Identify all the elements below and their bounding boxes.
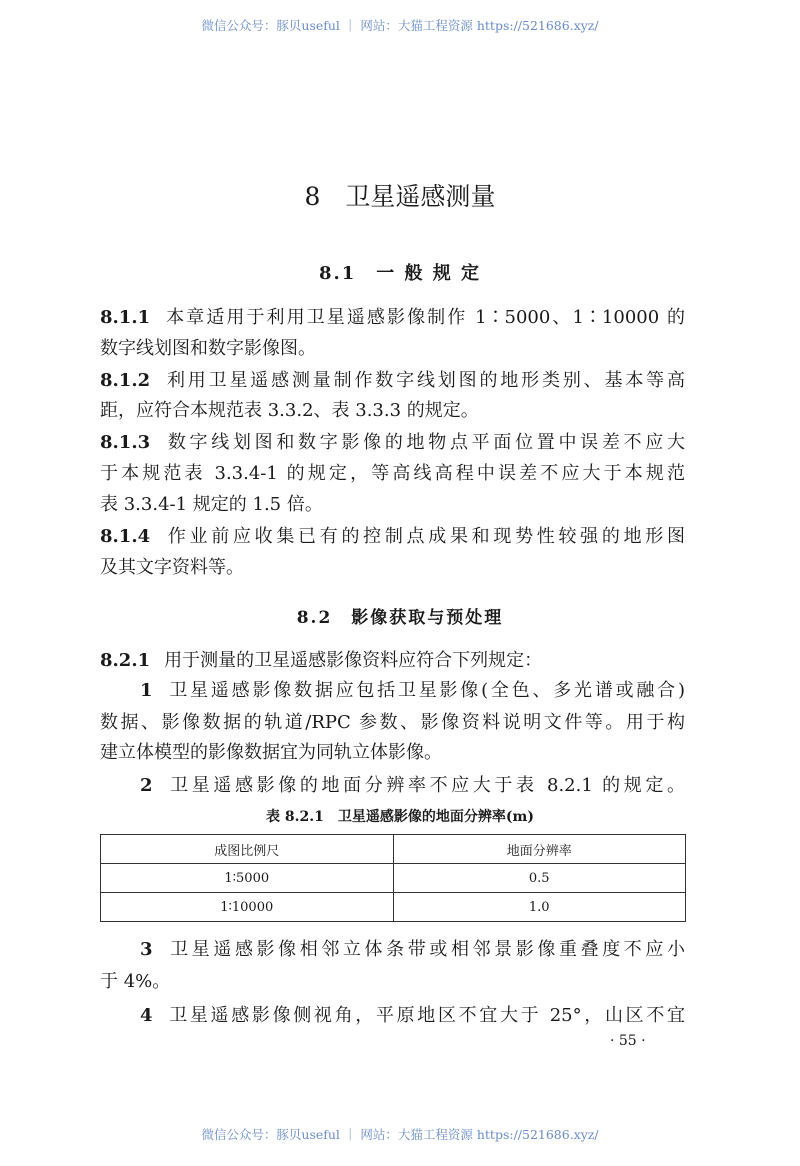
- section-heading-8-2: 8.2 影像获取与预处理: [296, 608, 504, 628]
- paragraph-line: [100, 556, 685, 580]
- line-text: 利用卫星遥感测量制作数字线划图的地形类别、基本等高: [164, 370, 685, 391]
- header-cell: 地面分辨率: [393, 835, 686, 864]
- line-text: 数字线划图和数字影像图。: [100, 338, 316, 359]
- clause-number: 8.1.3: [100, 432, 151, 453]
- paragraph-line: [100, 741, 685, 765]
- table-cell: 0.5: [393, 864, 686, 893]
- paragraph-line: [100, 462, 685, 486]
- table-caption: 表 8.2.1 卫星遥感影像的地面分辨率(m): [266, 809, 534, 825]
- watermark-bottom: 微信公众号：豚贝useful ｜ 网站：大猫工程资源 https://521686.xyz/: [201, 1127, 599, 1142]
- section-heading-8-1: 8.1 一 般 规 定: [318, 263, 482, 284]
- line-text: 作业前应收集已有的控制点成果和现势性较强的地形图: [164, 526, 685, 547]
- paragraph-line: [140, 938, 685, 962]
- line-text: 用于测量的卫星遥感影像资料应符合下列规定：: [164, 650, 543, 671]
- line-text: 数字线划图和数字影像的地物点平面位置中误差不应大: [164, 432, 685, 453]
- paragraph-line: [100, 970, 685, 994]
- paragraph-line: [100, 493, 685, 517]
- chapter-title: 8 卫星遥感测量: [304, 182, 496, 211]
- paragraph-line: [100, 337, 685, 361]
- line-text: 距，应符合本规范表 3.3.2、表 3.3.3 的规定。: [100, 400, 479, 421]
- line-text: 及其文字资料等。: [100, 557, 244, 578]
- paragraph-line: [100, 711, 685, 735]
- line-text: 于 4%。: [100, 971, 171, 992]
- paragraph-line: [140, 679, 685, 703]
- line-text: 数据、影像数据的轨道/RPC 参数、影像资料说明文件等。用于构: [100, 712, 685, 733]
- table-row: [101, 893, 686, 922]
- table-cell: 1∶5000: [101, 864, 394, 893]
- paragraph-line: [100, 431, 685, 455]
- item-number: 1: [140, 680, 153, 701]
- line-text: 卫星遥感影像数据应包括卫星影像(全色、多光谱或融合): [166, 680, 685, 701]
- header-cell: 成图比例尺: [101, 835, 394, 864]
- line-text: 表 3.3.4-1 规定的 1.5 倍。: [100, 494, 323, 515]
- page-number: · 55 ·: [610, 1033, 646, 1049]
- paragraph-line: [100, 306, 685, 330]
- line-text: 卫星遥感影像相邻立体条带或相邻景影像重叠度不应小: [166, 939, 685, 960]
- paragraph-line: [140, 774, 685, 798]
- paragraph-line: [140, 1004, 685, 1028]
- paragraph-line: [100, 525, 685, 549]
- line-text: 建立体模型的影像数据宜为同轨立体影像。: [100, 742, 442, 763]
- clause-number: 8.1.2: [100, 370, 151, 391]
- line-text: 卫星遥感影像侧视角，平原地区不宜大于 25°，山区不宜: [166, 1005, 685, 1026]
- item-number: 4: [140, 1005, 153, 1026]
- item-number: 3: [140, 939, 153, 960]
- paragraph-line: [100, 649, 685, 673]
- resolution-table: [100, 834, 686, 922]
- paragraph-line: [100, 369, 685, 393]
- line-text: 本章适用于利用卫星遥感影像制作 1∶5000、1∶10000 的: [164, 307, 685, 328]
- clause-number: 8.2.1: [100, 650, 151, 671]
- clause-number: 8.1.1: [100, 307, 151, 328]
- line-text: 卫星遥感影像的地面分辨率不应大于表 8.2.1 的规定。: [166, 775, 685, 796]
- watermark-top: 微信公众号：豚贝useful ｜ 网站：大猫工程资源 https://521686.xyz/: [201, 18, 599, 33]
- table-header-row: [101, 835, 686, 864]
- table-cell: 1∶10000: [101, 893, 394, 922]
- table-row: [101, 864, 686, 893]
- item-number: 2: [140, 775, 153, 796]
- table-cell: 1.0: [393, 893, 686, 922]
- clause-number: 8.1.4: [100, 526, 151, 547]
- line-text: 于本规范表 3.3.4-1 的规定，等高线高程中误差不应大于本规范: [100, 463, 685, 484]
- paragraph-line: [100, 399, 685, 423]
